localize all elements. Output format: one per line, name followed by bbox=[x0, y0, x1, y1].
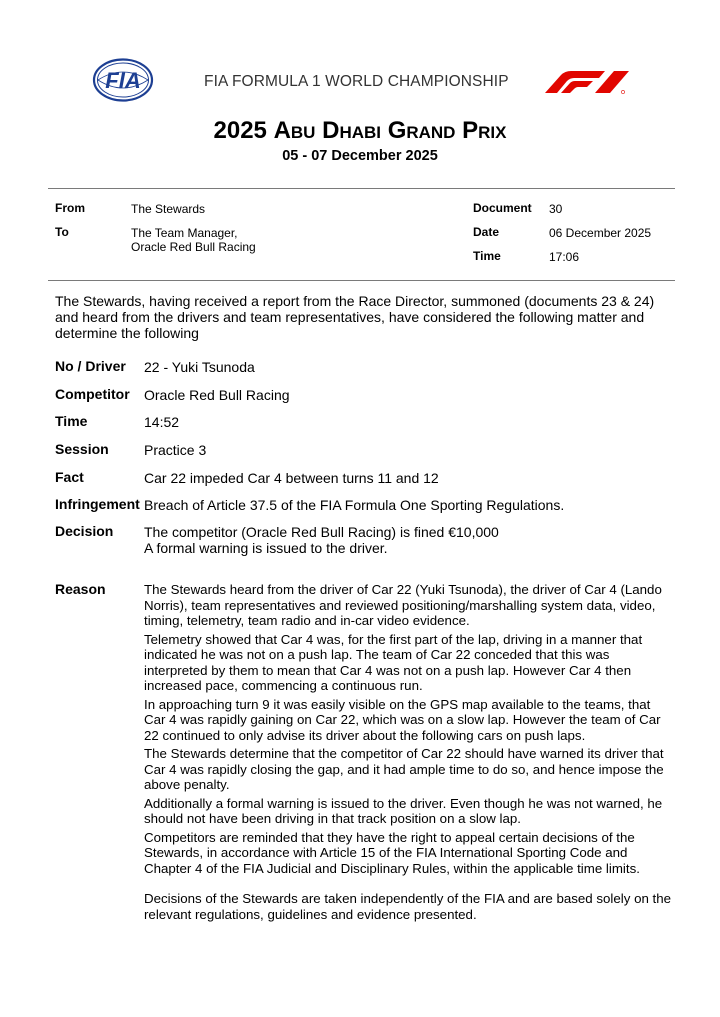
from-value: The Stewards bbox=[131, 202, 206, 216]
fia-logo-text: FIA bbox=[105, 68, 141, 93]
driver-value: 22 - Yuki Tsunoda bbox=[144, 359, 255, 375]
fact-value: Car 22 impeded Car 4 between turns 11 and 12 bbox=[144, 470, 439, 486]
reason-paragraph: Competitors are reminded that they have the right to appeal certain decisions of the Stewards, in accordance with Article 15 of the FIA International Sporting Code and Chapter 4 of the FIA Judicial and Disciplinary Rules, within the applicable time limits. bbox=[144, 829, 640, 876]
session-label: Session bbox=[55, 441, 109, 457]
incident-time-value: 14:52 bbox=[144, 414, 180, 430]
event-title bbox=[0, 117, 720, 145]
top-divider bbox=[48, 188, 675, 189]
event-title-word: Grand bbox=[387, 117, 456, 144]
date-value: 06 December 2025 bbox=[549, 226, 652, 240]
event-title-year: 2025 bbox=[213, 117, 267, 144]
competitor-label: Competitor bbox=[55, 386, 130, 402]
decision-value bbox=[144, 524, 674, 556]
reason-text bbox=[144, 582, 674, 925]
bottom-divider bbox=[48, 280, 675, 281]
decision-line: The competitor (Oracle Red Bull Racing) is fined €10,000 bbox=[144, 524, 499, 540]
decision-label: Decision bbox=[55, 523, 114, 539]
event-title-word: Abu bbox=[273, 117, 316, 144]
from-label: From bbox=[55, 201, 85, 215]
championship-title: FIA FORMULA 1 WORLD CHAMPIONSHIP bbox=[204, 73, 509, 90]
driver-label: No / Driver bbox=[55, 358, 126, 374]
intro-paragraph: The Stewards, having received a report from the Race Director, summoned (documents 23 & 24) and heard from the drivers and team representatives, have considered the following matter and determine the following bbox=[55, 293, 655, 341]
reason-paragraph: Decisions of the Stewards are taken independently of the FIA and are based solely on the relevant regulations, guidelines and evidence presented. bbox=[144, 891, 672, 922]
time-value: 17:06 bbox=[549, 250, 580, 264]
infringement-value: Breach of Article 37.5 of the FIA Formula One Sporting Regulations. bbox=[144, 497, 565, 513]
f1-logo bbox=[543, 67, 633, 97]
to-value bbox=[131, 226, 256, 254]
date-label: Date bbox=[473, 225, 500, 239]
to-line: Oracle Red Bull Racing bbox=[131, 240, 256, 254]
time-label: Time bbox=[473, 249, 501, 263]
reason-paragraph: The Stewards determine that the competitor of Car 22 should have warned its driver that Car 4 was rapidly closing the gap, and it had ample time to do so, and hence impose the above penalty. bbox=[144, 746, 664, 792]
event-dates: 05 - 07 December 2025 bbox=[282, 148, 438, 164]
competitor-value: Oracle Red Bull Racing bbox=[144, 387, 290, 403]
document-number: 30 bbox=[549, 202, 563, 216]
reason-paragraph: Telemetry showed that Car 4 was, for the first part of the lap, driving in a manner that indicated he was not on a push lap. The team of Car 22 conceded that this was interpreted by them to mean that Car 4 was not on a push lap. However Car 4 then increased pace, commencing a continuous run. bbox=[144, 631, 643, 693]
to-label: To bbox=[55, 225, 69, 239]
fact-label: Fact bbox=[55, 469, 84, 485]
event-title-word: Dhabi bbox=[322, 117, 382, 144]
f1-logo-mark bbox=[543, 67, 633, 97]
event-title-word: Prix bbox=[462, 117, 507, 144]
reason-paragraph: In approaching turn 9 it was easily visible on the GPS map available to the teams, that Car 4 was rapidly gaining on Car 22, which was on a slow lap. However the team of Car 22 continued to only advise its driver about the following cars on push laps. bbox=[144, 696, 661, 743]
fia-logo bbox=[92, 58, 154, 102]
reason-paragraph: Additionally a formal warning is issued to the driver. Even though he was not warned, he should not have been driving in that track position on a slow lap. bbox=[144, 795, 663, 826]
reason-paragraph: The Stewards heard from the driver of Car 22 (Yuki Tsunoda), the driver of Car 4 (Lando Norris), team representatives and reviewed positioning/marshalling system data, video, timing, telemetry, team radio and in-car video evidence. bbox=[144, 582, 662, 628]
to-line: The Team Manager, bbox=[131, 226, 238, 240]
incident-time-label: Time bbox=[55, 413, 88, 429]
document-label: Document bbox=[473, 201, 532, 215]
infringement-label: Infringement bbox=[55, 496, 140, 512]
session-value: Practice 3 bbox=[144, 442, 207, 458]
fia-logo-emblem bbox=[92, 58, 154, 102]
decision-line: A formal warning is issued to the driver. bbox=[144, 540, 388, 556]
reason-label: Reason bbox=[55, 581, 106, 597]
